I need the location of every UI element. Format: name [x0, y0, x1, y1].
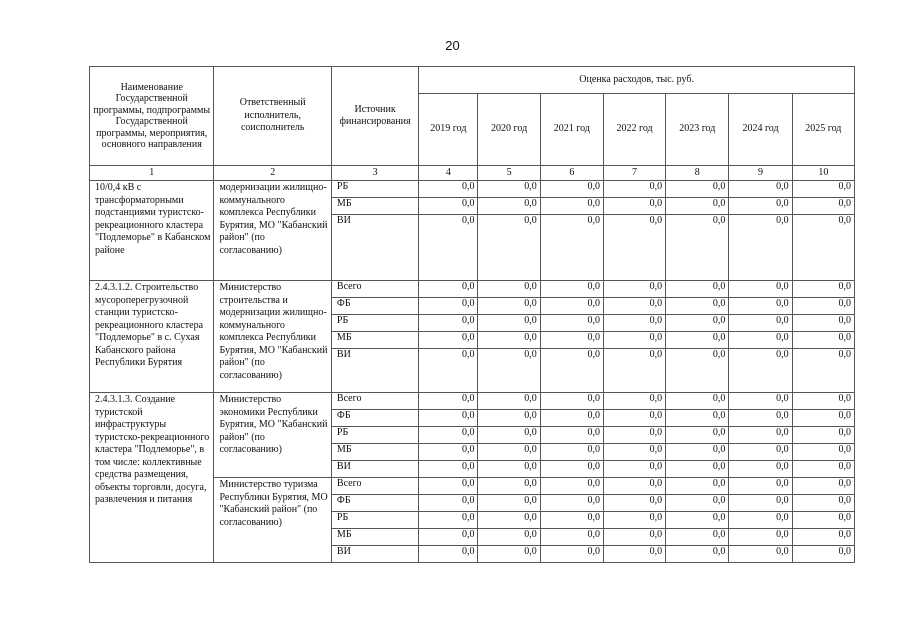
column-index: 9	[729, 166, 792, 181]
funding-source: МБ	[331, 529, 418, 546]
table-header	[90, 67, 855, 181]
expense-value: 0,0	[603, 427, 665, 444]
expense-value: 0,0	[792, 512, 854, 529]
expense-value: 0,0	[603, 478, 665, 495]
expense-value: 0,0	[729, 529, 792, 546]
table-body	[90, 181, 855, 563]
expense-value: 0,0	[666, 461, 729, 478]
expense-value: 0,0	[603, 198, 665, 215]
expense-value: 0,0	[666, 181, 729, 198]
expense-value: 0,0	[792, 298, 854, 315]
expense-value: 0,0	[603, 495, 665, 512]
expense-value: 0,0	[792, 410, 854, 427]
responsible-executor: Министерство экономики Республики Бурятия, МО "Кабанский район" (по согласованию)	[214, 393, 331, 478]
expense-value: 0,0	[419, 298, 478, 315]
expense-value: 0,0	[603, 461, 665, 478]
column-index: 2	[214, 166, 331, 181]
expense-value: 0,0	[666, 298, 729, 315]
expense-value: 0,0	[792, 281, 854, 298]
column-index: 3	[331, 166, 418, 181]
expense-value: 0,0	[603, 315, 665, 332]
expense-value: 0,0	[478, 298, 540, 315]
expense-value: 0,0	[603, 546, 665, 563]
expense-value: 0,0	[419, 215, 478, 281]
expense-value: 0,0	[603, 444, 665, 461]
funding-source: РБ	[331, 512, 418, 529]
expense-value: 0,0	[478, 444, 540, 461]
expense-value: 0,0	[729, 461, 792, 478]
expense-value: 0,0	[729, 215, 792, 281]
expense-value: 0,0	[478, 332, 540, 349]
expense-value: 0,0	[666, 427, 729, 444]
header-year: 2023 год	[666, 94, 729, 166]
expense-value: 0,0	[666, 315, 729, 332]
expense-value: 0,0	[603, 349, 665, 393]
funding-source: ФБ	[331, 298, 418, 315]
page-number: 20	[445, 38, 460, 53]
expense-value: 0,0	[419, 478, 478, 495]
funding-source: ФБ	[331, 495, 418, 512]
expense-value: 0,0	[478, 461, 540, 478]
expense-value: 0,0	[666, 281, 729, 298]
expense-value: 0,0	[729, 478, 792, 495]
funding-source: МБ	[331, 198, 418, 215]
expense-value: 0,0	[419, 461, 478, 478]
expense-value: 0,0	[603, 281, 665, 298]
expense-value: 0,0	[792, 529, 854, 546]
expense-value: 0,0	[419, 198, 478, 215]
funding-source: РБ	[331, 315, 418, 332]
expense-value: 0,0	[478, 427, 540, 444]
expense-value: 0,0	[478, 410, 540, 427]
expense-value: 0,0	[729, 332, 792, 349]
expense-value: 0,0	[792, 332, 854, 349]
expense-value: 0,0	[540, 349, 603, 393]
expense-value: 0,0	[666, 529, 729, 546]
expense-value: 0,0	[729, 410, 792, 427]
expense-value: 0,0	[603, 298, 665, 315]
expense-value: 0,0	[540, 495, 603, 512]
expense-value: 0,0	[540, 198, 603, 215]
header-source: Источник финансирования	[331, 67, 418, 166]
expense-value: 0,0	[419, 495, 478, 512]
expense-value: 0,0	[419, 181, 478, 198]
expense-value: 0,0	[419, 393, 478, 410]
expense-value: 0,0	[792, 444, 854, 461]
expense-table	[89, 66, 855, 563]
expense-value: 0,0	[792, 546, 854, 563]
expense-value: 0,0	[419, 281, 478, 298]
expense-value: 0,0	[792, 215, 854, 281]
expense-value: 0,0	[792, 393, 854, 410]
expense-value: 0,0	[729, 181, 792, 198]
expense-value: 0,0	[603, 332, 665, 349]
expense-value: 0,0	[478, 478, 540, 495]
column-index: 4	[419, 166, 478, 181]
funding-source: Всего	[331, 478, 418, 495]
expense-value: 0,0	[419, 427, 478, 444]
expense-value: 0,0	[666, 546, 729, 563]
expense-value: 0,0	[540, 298, 603, 315]
column-index: 1	[90, 166, 214, 181]
table-row	[90, 393, 855, 410]
expense-value: 0,0	[666, 349, 729, 393]
expense-value: 0,0	[729, 393, 792, 410]
expense-value: 0,0	[540, 281, 603, 298]
column-index: 7	[603, 166, 665, 181]
funding-source: РБ	[331, 181, 418, 198]
expense-value: 0,0	[792, 181, 854, 198]
measure-name: 2.4.3.1.2. Строительство мусороперегрузочной станции туристско-рекреационного кластера "Подлеморье" в с. Сухая Кабанского района Республики Бурятия	[90, 281, 214, 393]
expense-value: 0,0	[540, 529, 603, 546]
expense-value: 0,0	[478, 529, 540, 546]
header-year: 2021 год	[540, 94, 603, 166]
expense-value: 0,0	[792, 461, 854, 478]
expense-value: 0,0	[729, 281, 792, 298]
expense-value: 0,0	[792, 495, 854, 512]
funding-source: ВИ	[331, 546, 418, 563]
expense-value: 0,0	[478, 349, 540, 393]
expense-value: 0,0	[478, 198, 540, 215]
expense-value: 0,0	[478, 315, 540, 332]
measure-name: 10/0,4 кВ с трансформаторными подстанциями туристско-рекреационного кластера "Подлеморье" в Кабанском районе	[90, 181, 214, 281]
header-year: 2024 год	[729, 94, 792, 166]
expense-value: 0,0	[540, 332, 603, 349]
funding-source: РБ	[331, 427, 418, 444]
expense-value: 0,0	[666, 478, 729, 495]
expense-value: 0,0	[729, 546, 792, 563]
expense-value: 0,0	[792, 427, 854, 444]
expense-value: 0,0	[603, 512, 665, 529]
expense-value: 0,0	[792, 478, 854, 495]
funding-source: ВИ	[331, 461, 418, 478]
expense-value: 0,0	[729, 495, 792, 512]
expense-value: 0,0	[478, 281, 540, 298]
expense-value: 0,0	[419, 444, 478, 461]
funding-source: МБ	[331, 444, 418, 461]
header-name: Наименование Государственной программы, подпрограммы Государственной программы, мероприятия, основного направления	[90, 67, 214, 166]
expense-value: 0,0	[792, 198, 854, 215]
funding-source: ВИ	[331, 215, 418, 281]
expense-value: 0,0	[792, 315, 854, 332]
expense-value: 0,0	[603, 529, 665, 546]
funding-source: Всего	[331, 281, 418, 298]
column-index: 6	[540, 166, 603, 181]
column-index: 10	[792, 166, 854, 181]
expense-value: 0,0	[729, 427, 792, 444]
expense-value: 0,0	[729, 315, 792, 332]
expense-value: 0,0	[666, 444, 729, 461]
expense-value: 0,0	[729, 298, 792, 315]
expense-value: 0,0	[666, 198, 729, 215]
table-row	[90, 181, 855, 198]
column-index: 8	[666, 166, 729, 181]
header-estimate: Оценка расходов, тыс. руб.	[419, 67, 855, 94]
expense-value: 0,0	[666, 393, 729, 410]
expense-value: 0,0	[540, 427, 603, 444]
funding-source: МБ	[331, 332, 418, 349]
expense-value: 0,0	[603, 410, 665, 427]
expense-value: 0,0	[603, 393, 665, 410]
expense-value: 0,0	[540, 512, 603, 529]
expense-value: 0,0	[666, 495, 729, 512]
expense-value: 0,0	[540, 546, 603, 563]
expense-value: 0,0	[478, 512, 540, 529]
table-row	[90, 281, 855, 298]
expense-value: 0,0	[666, 332, 729, 349]
expense-value: 0,0	[666, 215, 729, 281]
expense-value: 0,0	[666, 410, 729, 427]
expense-value: 0,0	[540, 410, 603, 427]
expense-value: 0,0	[419, 349, 478, 393]
header-year: 2022 год	[603, 94, 665, 166]
responsible-executor: Министерство строительства и модернизации жилищно-коммунального комплекса Республики Бурятия, МО "Кабанский район" (по согласованию)	[214, 281, 331, 393]
expense-value: 0,0	[540, 315, 603, 332]
expense-value: 0,0	[666, 512, 729, 529]
expense-value: 0,0	[729, 512, 792, 529]
responsible-executor: модернизации жилищно-коммунального комплекса Республики Бурятия, МО "Кабанский район" (по согласованию)	[214, 181, 331, 281]
expense-value: 0,0	[419, 512, 478, 529]
expense-value: 0,0	[478, 546, 540, 563]
expense-value: 0,0	[603, 215, 665, 281]
expense-value: 0,0	[419, 410, 478, 427]
expense-value: 0,0	[478, 495, 540, 512]
header-year: 2020 год	[478, 94, 540, 166]
expense-value: 0,0	[603, 181, 665, 198]
expense-value: 0,0	[478, 181, 540, 198]
expense-value: 0,0	[540, 478, 603, 495]
column-index: 5	[478, 166, 540, 181]
expense-value: 0,0	[419, 529, 478, 546]
expense-value: 0,0	[540, 444, 603, 461]
expense-value: 0,0	[478, 215, 540, 281]
expense-value: 0,0	[792, 349, 854, 393]
expense-value: 0,0	[729, 198, 792, 215]
funding-source: ВИ	[331, 349, 418, 393]
expense-value: 0,0	[419, 332, 478, 349]
expense-value: 0,0	[540, 393, 603, 410]
funding-source: Всего	[331, 393, 418, 410]
header-responsible: Ответственный исполнитель, соисполнитель	[214, 67, 331, 166]
responsible-executor: Министерство туризма Республики Бурятия, МО "Кабанский район" (по согласованию)	[214, 478, 331, 563]
expense-value: 0,0	[540, 461, 603, 478]
header-year: 2019 год	[419, 94, 478, 166]
expense-value: 0,0	[540, 215, 603, 281]
expense-value: 0,0	[419, 315, 478, 332]
expense-value: 0,0	[478, 393, 540, 410]
measure-name: 2.4.3.1.3. Создание туристской инфраструктуры туристско-рекреационного кластера "Подлеморье", в том числе: коллективные средства размещения, объекты торговли, досуга, развлечения и питания	[90, 393, 214, 563]
funding-source: ФБ	[331, 410, 418, 427]
expense-value: 0,0	[729, 444, 792, 461]
expense-value: 0,0	[419, 546, 478, 563]
expense-value: 0,0	[729, 349, 792, 393]
expense-value: 0,0	[540, 181, 603, 198]
header-year: 2025 год	[792, 94, 854, 166]
